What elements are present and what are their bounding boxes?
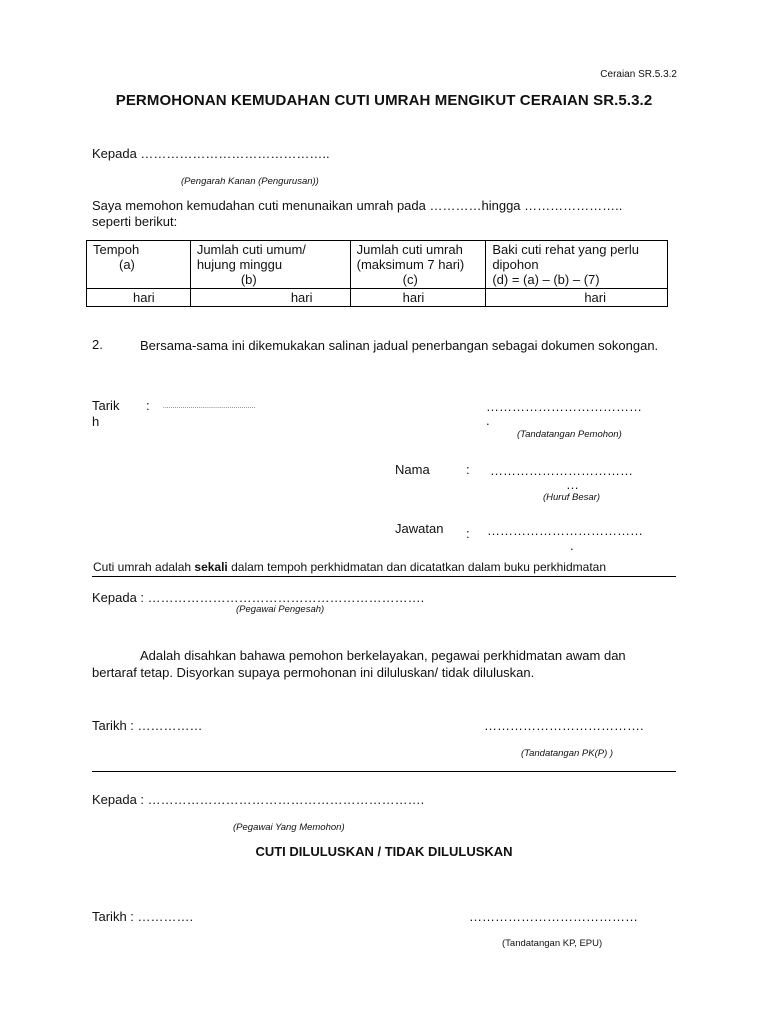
header-cell-baki-cuti	[486, 241, 668, 289]
header-label: Tempoh	[93, 242, 140, 257]
nama-label: Nama	[395, 462, 430, 477]
section-divider	[92, 576, 676, 577]
tarikh-label: Tarik	[92, 398, 120, 413]
approval-decision-heading: CUTI DILULUSKAN / TIDAK DILULUSKAN	[255, 844, 513, 859]
jawatan-field[interactable]: ………………………………	[487, 523, 643, 538]
header-symbol: (a)	[119, 257, 135, 272]
document-title: PERMOHONAN KEMUDAHAN CUTI UMRAH MENGIKUT CERAIAN SR.5.3.2	[115, 92, 653, 109]
recipient-note: (Pengarah Kanan (Pengurusan))	[181, 176, 319, 187]
leave-calculation-table	[86, 240, 668, 307]
approval-recipient-note: (Pegawai Yang Memohon)	[233, 822, 345, 833]
table-header-row	[87, 241, 668, 289]
header-cell-tempoh	[87, 241, 191, 289]
table-cell-unit[interactable]: hari	[350, 289, 486, 307]
header-cell-cuti-umum	[190, 241, 350, 289]
header-label: Jumlah cuti umum/	[196, 242, 306, 257]
jawatan-label: Jawatan	[395, 521, 444, 536]
section-divider	[92, 771, 676, 772]
approver-signature-field[interactable]: …………………………………	[469, 909, 638, 924]
application-intro-line1: Saya memohon kemudahan cuti menunaikan umrah pada …………hingga …………………..	[92, 198, 623, 213]
nama-colon: :	[466, 462, 470, 477]
jawatan-field-tail: .	[570, 538, 574, 553]
header-symbol: (d) = (a) – (b) – (7)	[492, 272, 600, 287]
header-label-line2: (maksimum 7 hari)	[356, 257, 465, 272]
header-label: Jumlah cuti umrah	[356, 242, 463, 257]
table-cell-unit[interactable]: hari	[190, 289, 350, 307]
jawatan-colon: :	[466, 526, 470, 541]
application-intro-line2: seperti berikut:	[92, 214, 178, 229]
verifier-signature-field[interactable]: ……………………………….	[484, 718, 644, 733]
notice-text-end: dalam tempoh perkhidmatan dan dicatatkan dalam buku perkhidmatan	[227, 560, 606, 574]
approval-recipient-line: Kepada : ……………………………………………………….	[92, 792, 425, 807]
table-row	[87, 289, 668, 307]
notice-text: Cuti umrah adalah	[93, 560, 195, 574]
header-label: Baki cuti rehat yang perlu	[492, 242, 640, 257]
nama-field-tail: …	[566, 477, 579, 492]
header-cell-cuti-umrah	[350, 241, 486, 289]
verifier-tarikh-field[interactable]: Tarikh : ……………	[92, 718, 203, 733]
verification-paragraph-line1: Adalah disahkan bahawa pemohon berkelayakan, pegawai perkhidmatan awam dan	[140, 648, 626, 663]
verification-paragraph-line2: bertaraf tetap. Disyorkan supaya permohonan ini diluluskan/ tidak diluluskan.	[92, 665, 535, 680]
tarikh-field[interactable]: ...............................................	[163, 404, 256, 410]
nama-note: (Huruf Besar)	[543, 492, 601, 503]
umrah-once-notice	[93, 560, 606, 574]
recipient-line: Kepada ……………………………………..	[92, 146, 330, 161]
verifier-signature-note: (Tandatangan PK(P) )	[521, 748, 614, 759]
nama-field[interactable]: ……………………………	[490, 463, 633, 478]
approver-signature-note: (Tandatangan KP, EPU)	[502, 938, 603, 949]
verifier-note: (Pegawai Pengesah)	[236, 604, 325, 615]
applicant-signature-field-tail: .	[486, 413, 490, 428]
verifier-recipient-line: Kepada : ……………………………………………………….	[92, 590, 425, 605]
supporting-document-paragraph: Bersama-sama ini dikemukakan salinan jadual penerbangan sebagai dokumen sokongan.	[140, 338, 659, 353]
paragraph-number: 2.	[92, 337, 103, 352]
table-cell-unit[interactable]: hari	[87, 289, 191, 307]
approval-tarikh-field[interactable]: Tarikh : ………….	[92, 909, 194, 924]
tarikh-label-wrap: h	[92, 414, 100, 429]
tarikh-colon: :	[146, 398, 150, 413]
applicant-signature-note: (Tandatangan Pemohon)	[517, 429, 622, 440]
header-symbol: (c)	[402, 272, 418, 287]
applicant-signature-field[interactable]: ………………………………	[486, 399, 642, 414]
header-label-line2: dipohon	[492, 257, 539, 272]
table-cell-unit[interactable]: hari	[486, 289, 668, 307]
header-symbol: (b)	[240, 272, 257, 287]
header-label-line2: hujung minggu	[196, 257, 283, 272]
notice-emphasis: sekali	[194, 560, 228, 574]
document-reference-code: Ceraian SR.5.3.2	[600, 69, 677, 80]
